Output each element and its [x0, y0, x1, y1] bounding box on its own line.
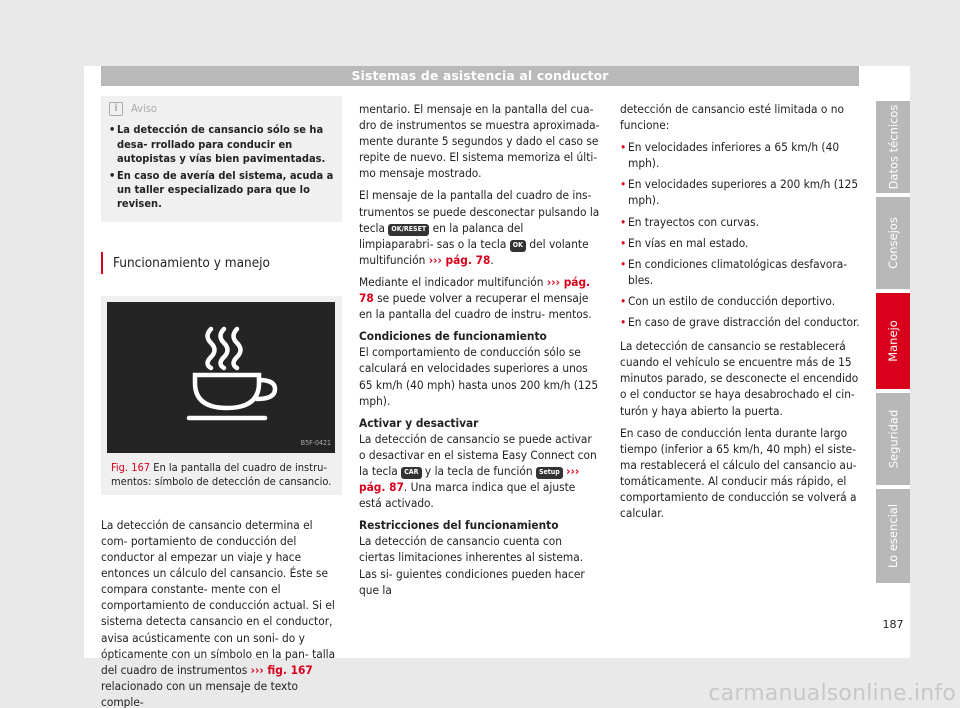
paragraph — [101, 517, 342, 708]
paragraph: El mensaje de la pantalla del cuadro de ins- trumentos se puede desconectar pulsando la tecla OK/RESET en la palanca del limpiaparabri- sas o la tecla OK del volante multifunción ››› pág. 78. — [359, 188, 600, 267]
tab-lo-esencial[interactable] — [876, 489, 910, 583]
page-number: 187 — [882, 618, 904, 631]
aviso-list — [109, 123, 334, 211]
list-item: • En caso de grave distracción del conductor. — [620, 314, 860, 330]
column-1 — [101, 96, 342, 708]
ok-reset-key-icon: OK/RESET — [388, 224, 429, 236]
aviso-box — [101, 96, 342, 222]
figure-caption — [107, 461, 336, 489]
list-item: • En trayectos con curvas. — [620, 214, 860, 230]
tab-datos-tecnicos[interactable] — [876, 101, 910, 193]
list-item: • En velocidades inferiores a 65 km/h (40 mph). — [620, 139, 860, 171]
figure-image — [107, 302, 335, 453]
paragraph: El comportamiento de conducción sólo se calculará en velocidades superiores a unos 65 km/h (40 mph) hasta unos 200 km/h (125 mph). — [359, 345, 599, 408]
paragraph-text: Una marca indica que el ajuste está activado. — [359, 480, 576, 511]
paragraph: La detección de cansancio se restablecerá cuando el vehículo se encuentre más de 15 minutos parado, se desconecte el encendido o el conductor se haya desabrochado el cin- turón y haya abierto la puerta. — [620, 339, 859, 418]
tab-consejos[interactable] — [876, 197, 910, 289]
paragraph-text: Mediante el indicador multifunción — [359, 274, 544, 289]
coffee-cup-icon — [107, 302, 335, 453]
tab-label: Seguridad — [886, 409, 901, 469]
info-icon: i — [109, 102, 123, 116]
page-reference-link[interactable]: ››› pág. 78 — [428, 252, 491, 267]
paragraph-text: en la palanca del limpiaparabri- sas o la tecla — [359, 220, 524, 251]
list-item: • En vías en mal estado. — [620, 235, 860, 251]
page-reference-link[interactable]: ››› pág. 87 — [359, 463, 580, 495]
page-reference-link[interactable]: ››› pág. 78 — [359, 274, 591, 306]
column-2 — [359, 101, 601, 604]
aviso-item: • En caso de avería del sistema, acuda a un taller especializado para que lo revisen. — [109, 169, 334, 212]
column-3 — [620, 101, 860, 527]
subheading: Restricciones del funcionamiento — [359, 518, 559, 533]
subheading: Condiciones de funcionamiento — [359, 329, 547, 344]
paragraph: En caso de conducción lenta durante largo tiempo (inferior a 65 km/h, 40 mph) el siste- ma restablecerá el cálculo del cansancio au- tomáticamente. Al conducir más rápido, el comportamiento de conducción se volverá a calcular. — [620, 425, 857, 521]
aviso-header — [109, 102, 334, 116]
tab-label: Lo esencial — [886, 503, 900, 569]
paragraph-text: y la tecla de función — [424, 463, 533, 478]
tab-manejo[interactable] — [876, 293, 910, 389]
paragraph: La detección de cansancio se puede activar o desactivar en el sistema Easy Connect con la tecla CAR y la tecla de función Setup ››› pág. 87. Una marca indica que el ajuste está activado. — [359, 431, 597, 511]
figure-167 — [101, 296, 342, 495]
ok-key-icon: OK — [510, 240, 526, 252]
tab-label: Datos técnicos — [886, 104, 900, 190]
list-item: • Con un estilo de conducción deportivo. — [620, 293, 860, 309]
aviso-item: • La detección de cansancio sólo se ha desa- rrollado para conducir en autopistas y vías bien pavimentadas. — [109, 123, 334, 166]
car-key-icon: CAR — [401, 467, 421, 479]
aviso-label: Aviso — [131, 102, 157, 115]
figure-label: Fig. 167 — [111, 460, 151, 474]
figure-caption-text: En la pantalla del cuadro de instru- mentos: símbolo de detección de cansancio. — [111, 460, 332, 488]
fig-reference-link[interactable]: ››› fig. 167 — [250, 662, 313, 677]
paragraph-text: La detección de cansancio determina el com- portamiento de conducción del conductor al empezar un viaje y hace entonces un cálculo del cansancio. Éste se compara constante- mente con el comportamiento de conducción actual. Si el sistema detecta cansancio en el conductor, avisa acústicamente con un soni- do y ópticamente con un símbolo en la pan- talla del cuadro de instrumentos — [101, 517, 336, 677]
paragraph: mentario. El mensaje en la pantalla del cua- dro de instrumentos se muestra aproximada- mente durante 5 segundos y dado el caso se repite de nuevo. El sistema memoriza el últi- mo mensaje mostrado. — [359, 102, 600, 181]
tab-seguridad[interactable] — [876, 393, 910, 485]
tab-label: Consejos — [886, 217, 900, 269]
tab-label: Manejo — [886, 320, 901, 362]
watermark: carmanualsonline.info — [708, 681, 956, 706]
list-item: • En velocidades superiores a 200 km/h (125 mph). — [620, 176, 860, 208]
paragraph-text: El mensaje de la pantalla del cuadro de ins- trumentos se puede desconectar pulsando la tecla — [359, 188, 600, 235]
list-item: • En condiciones climatológicas desfavora- bles. — [620, 256, 860, 288]
subheading: Activar y desactivar — [359, 415, 479, 430]
paragraph — [359, 274, 601, 322]
paragraph: La detección de cansancio cuenta con ciertas limitaciones inherentes al sistema. Las si- guientes condiciones pueden hacer que la — [359, 534, 585, 597]
paragraph-text: La detección de cansancio se puede activar o desactivar en el sistema Easy Connect con la tecla — [359, 431, 597, 478]
paragraph-text: relacionado con un mensaje de texto comple- — [101, 678, 298, 708]
figure-code: B5F-0421 — [300, 438, 331, 447]
section-title: Funcionamiento y manejo — [101, 252, 342, 274]
setup-key-icon: Setup — [536, 467, 563, 479]
paragraph-text: se puede volver a recuperar el mensaje en la pantalla del cuadro de instru- mentos. — [359, 291, 592, 322]
page-header: Sistemas de asistencia al conductor — [101, 66, 859, 86]
paragraph-text: del volante multifunción — [359, 236, 589, 267]
paragraph: detección de cansancio esté limitada o no funcione: — [620, 102, 844, 133]
